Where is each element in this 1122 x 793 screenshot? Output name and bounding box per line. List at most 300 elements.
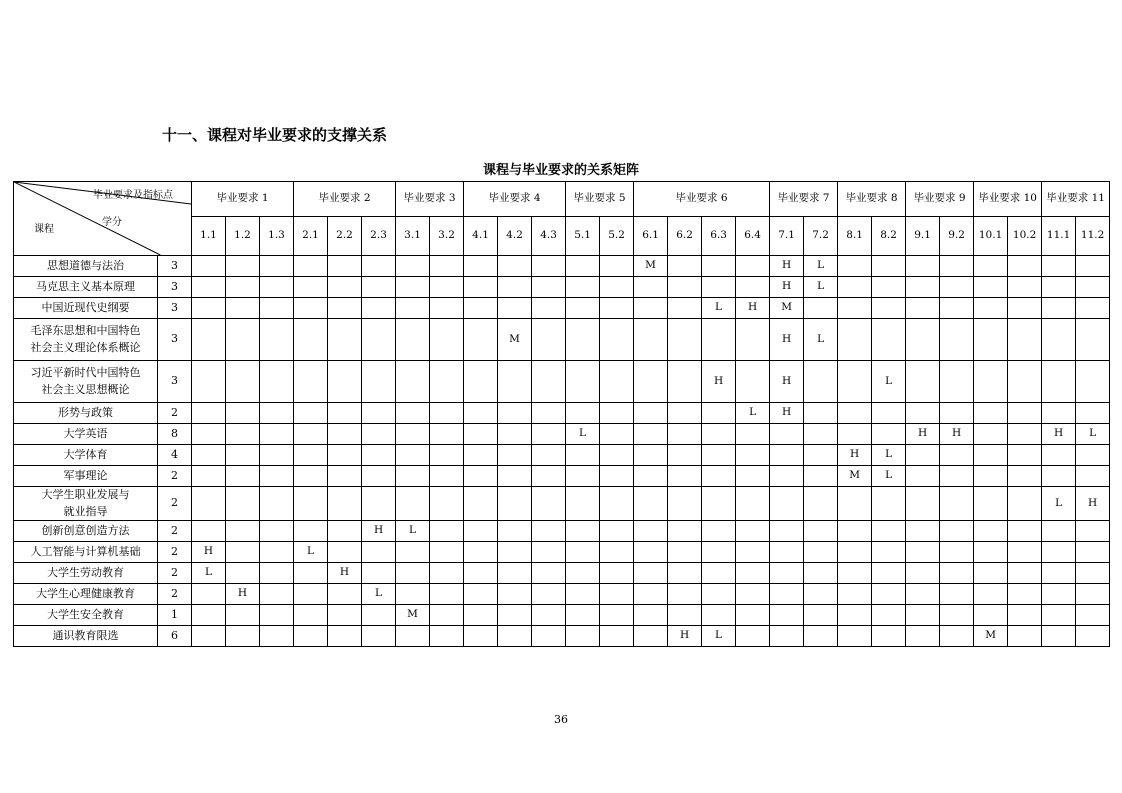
- support-level-cell: [362, 277, 396, 298]
- indicator-header: 8.1: [838, 217, 872, 256]
- support-level-cell: [634, 584, 668, 605]
- support-level-cell: [906, 563, 940, 584]
- support-level-cell: [464, 521, 498, 542]
- support-level-cell: [804, 361, 838, 403]
- support-level-cell: [804, 298, 838, 319]
- course-name-line: 军事理论: [63, 468, 108, 482]
- page-number: 36: [554, 713, 568, 726]
- support-level-cell: [396, 298, 430, 319]
- indicator-header: 3.1: [396, 217, 430, 256]
- support-level-cell: [396, 403, 430, 424]
- support-level-cell: [1042, 361, 1076, 403]
- course-row: [14, 563, 1110, 584]
- course-name-line: 马克思主义基本原理: [36, 279, 135, 293]
- credit-cell: 4: [158, 445, 192, 466]
- support-level-cell: [294, 563, 328, 584]
- course-name-line: 人工智能与计算机基础: [30, 544, 141, 558]
- credit-cell: 3: [158, 277, 192, 298]
- support-level-cell: [702, 277, 736, 298]
- support-level-cell: [532, 605, 566, 626]
- support-level-cell: [430, 626, 464, 647]
- support-level-cell: [226, 466, 260, 487]
- support-level-cell: H: [906, 424, 940, 445]
- support-level-cell: L: [804, 256, 838, 277]
- support-level-cell: [226, 487, 260, 521]
- support-level-cell: [872, 487, 906, 521]
- support-level-cell: [498, 563, 532, 584]
- support-level-cell: [328, 487, 362, 521]
- course-row: [14, 584, 1110, 605]
- support-level-cell: [464, 277, 498, 298]
- support-level-cell: [974, 521, 1008, 542]
- support-level-cell: [668, 424, 702, 445]
- support-level-cell: [328, 626, 362, 647]
- indicator-header: 11.2: [1076, 217, 1110, 256]
- support-level-cell: [566, 563, 600, 584]
- support-level-cell: L: [1042, 487, 1076, 521]
- support-level-cell: [566, 361, 600, 403]
- support-level-cell: [668, 403, 702, 424]
- support-level-cell: [702, 521, 736, 542]
- course-name-line: 创新创意创造方法: [41, 523, 130, 537]
- support-level-cell: H: [668, 626, 702, 647]
- support-level-cell: [328, 584, 362, 605]
- support-level-cell: [362, 626, 396, 647]
- support-level-cell: [1042, 542, 1076, 563]
- requirement-header: 毕业要求 10: [974, 182, 1042, 217]
- support-level-cell: [770, 626, 804, 647]
- support-level-cell: [872, 626, 906, 647]
- support-level-cell: [260, 542, 294, 563]
- indicator-header: 10.1: [974, 217, 1008, 256]
- support-level-cell: [430, 466, 464, 487]
- support-level-cell: [872, 403, 906, 424]
- support-level-cell: [838, 584, 872, 605]
- support-level-cell: [668, 256, 702, 277]
- support-level-cell: [498, 256, 532, 277]
- support-level-cell: [532, 521, 566, 542]
- support-level-cell: [702, 542, 736, 563]
- support-level-cell: [430, 424, 464, 445]
- course-name-cell: [14, 542, 158, 563]
- support-level-cell: H: [838, 445, 872, 466]
- course-row: [14, 542, 1110, 563]
- support-level-cell: [838, 277, 872, 298]
- course-name-cell: [14, 563, 158, 584]
- support-level-cell: M: [634, 256, 668, 277]
- section-heading: 十一、课程对毕业要求的支撑关系: [162, 126, 388, 144]
- course-name-cell: [14, 403, 158, 424]
- support-level-cell: [600, 361, 634, 403]
- support-level-cell: [940, 298, 974, 319]
- support-level-cell: [566, 256, 600, 277]
- indicator-header: 4.3: [532, 217, 566, 256]
- support-level-cell: [294, 277, 328, 298]
- support-level-cell: [464, 361, 498, 403]
- requirement-header: 毕业要求 9: [906, 182, 974, 217]
- support-level-cell: [260, 521, 294, 542]
- support-level-cell: [974, 424, 1008, 445]
- support-level-cell: [872, 605, 906, 626]
- credit-cell: 2: [158, 584, 192, 605]
- support-level-cell: [430, 584, 464, 605]
- support-level-cell: [940, 361, 974, 403]
- support-level-cell: [226, 563, 260, 584]
- requirement-header: 毕业要求 8: [838, 182, 906, 217]
- support-level-cell: [294, 626, 328, 647]
- course-row: [14, 487, 1110, 521]
- support-level-cell: [940, 542, 974, 563]
- support-level-cell: [498, 626, 532, 647]
- support-level-cell: [1042, 605, 1076, 626]
- support-level-cell: [1008, 584, 1042, 605]
- support-level-cell: [464, 605, 498, 626]
- support-level-cell: [1008, 298, 1042, 319]
- course-row: [14, 466, 1110, 487]
- support-level-cell: [1076, 563, 1110, 584]
- support-level-cell: [294, 605, 328, 626]
- support-level-cell: [872, 521, 906, 542]
- support-level-cell: H: [770, 277, 804, 298]
- support-level-cell: [260, 424, 294, 445]
- support-level-cell: [532, 319, 566, 361]
- support-level-cell: [396, 487, 430, 521]
- course-row: [14, 277, 1110, 298]
- support-level-cell: [192, 584, 226, 605]
- support-level-cell: [668, 298, 702, 319]
- support-level-cell: [770, 466, 804, 487]
- support-level-cell: L: [362, 584, 396, 605]
- course-name-line: 思想道德与法治: [47, 258, 124, 272]
- support-level-cell: [1076, 626, 1110, 647]
- support-level-cell: [906, 319, 940, 361]
- indicator-header: 11.1: [1042, 217, 1076, 256]
- support-level-cell: [328, 277, 362, 298]
- support-level-cell: [770, 487, 804, 521]
- support-level-cell: [600, 466, 634, 487]
- indicator-header: 8.2: [872, 217, 906, 256]
- support-level-cell: [974, 542, 1008, 563]
- support-level-cell: [430, 298, 464, 319]
- course-name-line: 大学生职业发展与: [41, 488, 130, 501]
- credit-cell: 2: [158, 466, 192, 487]
- course-row: [14, 424, 1110, 445]
- support-level-cell: [804, 542, 838, 563]
- requirement-header: 毕业要求 1: [192, 182, 294, 217]
- credit-cell: 3: [158, 256, 192, 277]
- support-level-cell: [736, 584, 770, 605]
- support-level-cell: [260, 487, 294, 521]
- indicator-header: 5.1: [566, 217, 600, 256]
- support-level-cell: [498, 542, 532, 563]
- credit-cell: 2: [158, 563, 192, 584]
- support-level-cell: [1008, 466, 1042, 487]
- support-level-cell: [396, 626, 430, 647]
- support-level-cell: [430, 487, 464, 521]
- support-level-cell: [702, 403, 736, 424]
- support-level-cell: [702, 487, 736, 521]
- support-level-cell: [498, 424, 532, 445]
- support-level-cell: [668, 605, 702, 626]
- support-level-cell: [668, 521, 702, 542]
- support-level-cell: [804, 563, 838, 584]
- support-level-cell: [226, 445, 260, 466]
- support-level-cell: [192, 361, 226, 403]
- support-level-cell: [872, 584, 906, 605]
- support-level-cell: [872, 298, 906, 319]
- support-level-cell: [566, 403, 600, 424]
- support-level-cell: [634, 403, 668, 424]
- support-level-cell: [260, 277, 294, 298]
- support-level-cell: [226, 298, 260, 319]
- indicator-header: 9.1: [906, 217, 940, 256]
- support-level-cell: [770, 584, 804, 605]
- support-level-cell: [872, 563, 906, 584]
- support-level-cell: [192, 521, 226, 542]
- support-level-cell: [940, 584, 974, 605]
- course-name-line: 中国近现代史纲要: [41, 300, 130, 314]
- support-level-cell: [532, 466, 566, 487]
- support-level-cell: [226, 277, 260, 298]
- support-level-cell: [464, 542, 498, 563]
- support-level-cell: [226, 521, 260, 542]
- support-level-cell: [940, 521, 974, 542]
- support-level-cell: [192, 256, 226, 277]
- support-level-cell: [804, 521, 838, 542]
- support-level-cell: [498, 277, 532, 298]
- indicator-header: 4.2: [498, 217, 532, 256]
- support-level-cell: [804, 605, 838, 626]
- support-level-cell: L: [192, 563, 226, 584]
- support-level-cell: [226, 605, 260, 626]
- support-level-cell: [634, 563, 668, 584]
- support-level-cell: [600, 277, 634, 298]
- support-level-cell: [668, 584, 702, 605]
- support-level-cell: [260, 403, 294, 424]
- support-level-cell: [328, 319, 362, 361]
- support-level-cell: [1042, 256, 1076, 277]
- support-level-cell: [328, 521, 362, 542]
- course-name-cell: [14, 466, 158, 487]
- support-level-cell: [226, 542, 260, 563]
- corner-course-label: 课程: [34, 224, 54, 235]
- support-level-cell: [294, 403, 328, 424]
- support-level-cell: [464, 445, 498, 466]
- support-level-cell: [430, 542, 464, 563]
- support-level-cell: [260, 563, 294, 584]
- support-level-cell: [362, 542, 396, 563]
- support-level-cell: M: [770, 298, 804, 319]
- requirement-header: 毕业要求 4: [464, 182, 566, 217]
- corner-header-cell: [14, 182, 192, 256]
- support-level-cell: [940, 256, 974, 277]
- support-level-cell: [736, 605, 770, 626]
- support-level-cell: [668, 563, 702, 584]
- course-name-line: 大学生劳动教育: [47, 565, 124, 579]
- support-level-cell: [634, 487, 668, 521]
- indicator-header: 6.1: [634, 217, 668, 256]
- support-level-cell: H: [770, 319, 804, 361]
- indicator-header: 1.1: [192, 217, 226, 256]
- support-level-cell: [1008, 256, 1042, 277]
- support-level-cell: [804, 466, 838, 487]
- support-level-cell: [838, 563, 872, 584]
- support-level-cell: [940, 605, 974, 626]
- support-level-cell: L: [804, 277, 838, 298]
- support-level-cell: [498, 445, 532, 466]
- support-level-cell: [464, 298, 498, 319]
- support-level-cell: [430, 605, 464, 626]
- support-level-cell: [634, 521, 668, 542]
- support-level-cell: [634, 542, 668, 563]
- support-level-cell: [736, 521, 770, 542]
- course-name-cell: [14, 256, 158, 277]
- support-level-cell: [702, 256, 736, 277]
- support-level-cell: [1076, 361, 1110, 403]
- support-level-cell: [566, 605, 600, 626]
- indicator-header: 4.1: [464, 217, 498, 256]
- support-level-cell: [566, 277, 600, 298]
- support-level-cell: [362, 319, 396, 361]
- indicator-header: 6.2: [668, 217, 702, 256]
- support-level-cell: [1042, 466, 1076, 487]
- support-level-cell: H: [362, 521, 396, 542]
- support-level-cell: [804, 626, 838, 647]
- support-level-cell: [226, 626, 260, 647]
- course-name-line: 习近平新时代中国特色: [30, 366, 141, 379]
- support-level-cell: [804, 487, 838, 521]
- support-level-cell: [872, 424, 906, 445]
- support-level-cell: [396, 256, 430, 277]
- support-level-cell: [430, 445, 464, 466]
- support-level-cell: [838, 403, 872, 424]
- support-level-cell: [498, 584, 532, 605]
- support-level-cell: [328, 445, 362, 466]
- support-level-cell: [906, 605, 940, 626]
- support-level-cell: [532, 424, 566, 445]
- course-row: [14, 521, 1110, 542]
- support-level-cell: [838, 319, 872, 361]
- support-level-cell: [770, 605, 804, 626]
- support-level-cell: [940, 277, 974, 298]
- support-level-cell: L: [396, 521, 430, 542]
- support-level-cell: [328, 424, 362, 445]
- support-level-cell: [906, 298, 940, 319]
- support-level-cell: [600, 563, 634, 584]
- support-level-cell: M: [838, 466, 872, 487]
- support-level-cell: [634, 298, 668, 319]
- support-level-cell: [702, 445, 736, 466]
- support-level-cell: [1008, 626, 1042, 647]
- support-level-cell: [940, 563, 974, 584]
- support-level-cell: [838, 521, 872, 542]
- support-level-cell: [668, 319, 702, 361]
- support-level-cell: [464, 563, 498, 584]
- support-level-cell: [1076, 605, 1110, 626]
- indicator-header: 7.2: [804, 217, 838, 256]
- support-level-cell: [770, 424, 804, 445]
- support-level-cell: [770, 563, 804, 584]
- support-level-cell: [566, 542, 600, 563]
- support-level-cell: [838, 298, 872, 319]
- indicator-header: 10.2: [1008, 217, 1042, 256]
- indicator-header: 1.2: [226, 217, 260, 256]
- support-level-cell: [1008, 319, 1042, 361]
- support-level-cell: [804, 403, 838, 424]
- support-level-cell: [260, 298, 294, 319]
- requirement-header: 毕业要求 2: [294, 182, 396, 217]
- support-level-cell: [974, 605, 1008, 626]
- support-level-cell: [260, 319, 294, 361]
- support-level-cell: [226, 424, 260, 445]
- indicator-header: 2.1: [294, 217, 328, 256]
- support-level-cell: [1076, 256, 1110, 277]
- support-level-cell: [396, 361, 430, 403]
- support-level-cell: [192, 424, 226, 445]
- support-level-cell: [634, 277, 668, 298]
- support-level-cell: [634, 424, 668, 445]
- indicator-header: 2.2: [328, 217, 362, 256]
- requirement-header: 毕业要求 3: [396, 182, 464, 217]
- support-level-cell: [736, 319, 770, 361]
- support-level-cell: H: [702, 361, 736, 403]
- support-level-cell: H: [226, 584, 260, 605]
- support-level-cell: [396, 445, 430, 466]
- support-level-cell: H: [736, 298, 770, 319]
- support-level-cell: [770, 521, 804, 542]
- support-level-cell: [668, 445, 702, 466]
- requirement-header: 毕业要求 5: [566, 182, 634, 217]
- support-level-cell: [906, 445, 940, 466]
- support-level-cell: [600, 424, 634, 445]
- support-level-cell: [1008, 605, 1042, 626]
- support-level-cell: [668, 361, 702, 403]
- support-level-cell: H: [940, 424, 974, 445]
- course-row: [14, 403, 1110, 424]
- indicator-header: 5.2: [600, 217, 634, 256]
- support-level-cell: [940, 466, 974, 487]
- support-level-cell: [1008, 487, 1042, 521]
- support-level-cell: [668, 466, 702, 487]
- support-level-cell: [396, 424, 430, 445]
- support-level-cell: [600, 319, 634, 361]
- support-level-cell: [532, 563, 566, 584]
- support-level-cell: [906, 542, 940, 563]
- support-level-cell: [974, 256, 1008, 277]
- support-level-cell: [702, 584, 736, 605]
- support-level-cell: [872, 277, 906, 298]
- support-level-cell: [940, 487, 974, 521]
- support-level-cell: [736, 563, 770, 584]
- support-level-cell: [226, 403, 260, 424]
- support-level-cell: [294, 445, 328, 466]
- support-level-cell: [1076, 521, 1110, 542]
- support-level-cell: L: [736, 403, 770, 424]
- indicator-header: 6.3: [702, 217, 736, 256]
- support-level-cell: [226, 361, 260, 403]
- support-level-cell: [736, 445, 770, 466]
- corner-credit-label: 学分: [102, 217, 122, 228]
- support-level-cell: [872, 256, 906, 277]
- support-level-cell: [906, 466, 940, 487]
- support-level-cell: [804, 445, 838, 466]
- support-level-cell: [600, 542, 634, 563]
- course-name-line: 通识教育限选: [52, 628, 119, 642]
- support-level-cell: [1042, 584, 1076, 605]
- support-level-cell: H: [1076, 487, 1110, 521]
- support-level-cell: [226, 256, 260, 277]
- support-level-cell: [566, 626, 600, 647]
